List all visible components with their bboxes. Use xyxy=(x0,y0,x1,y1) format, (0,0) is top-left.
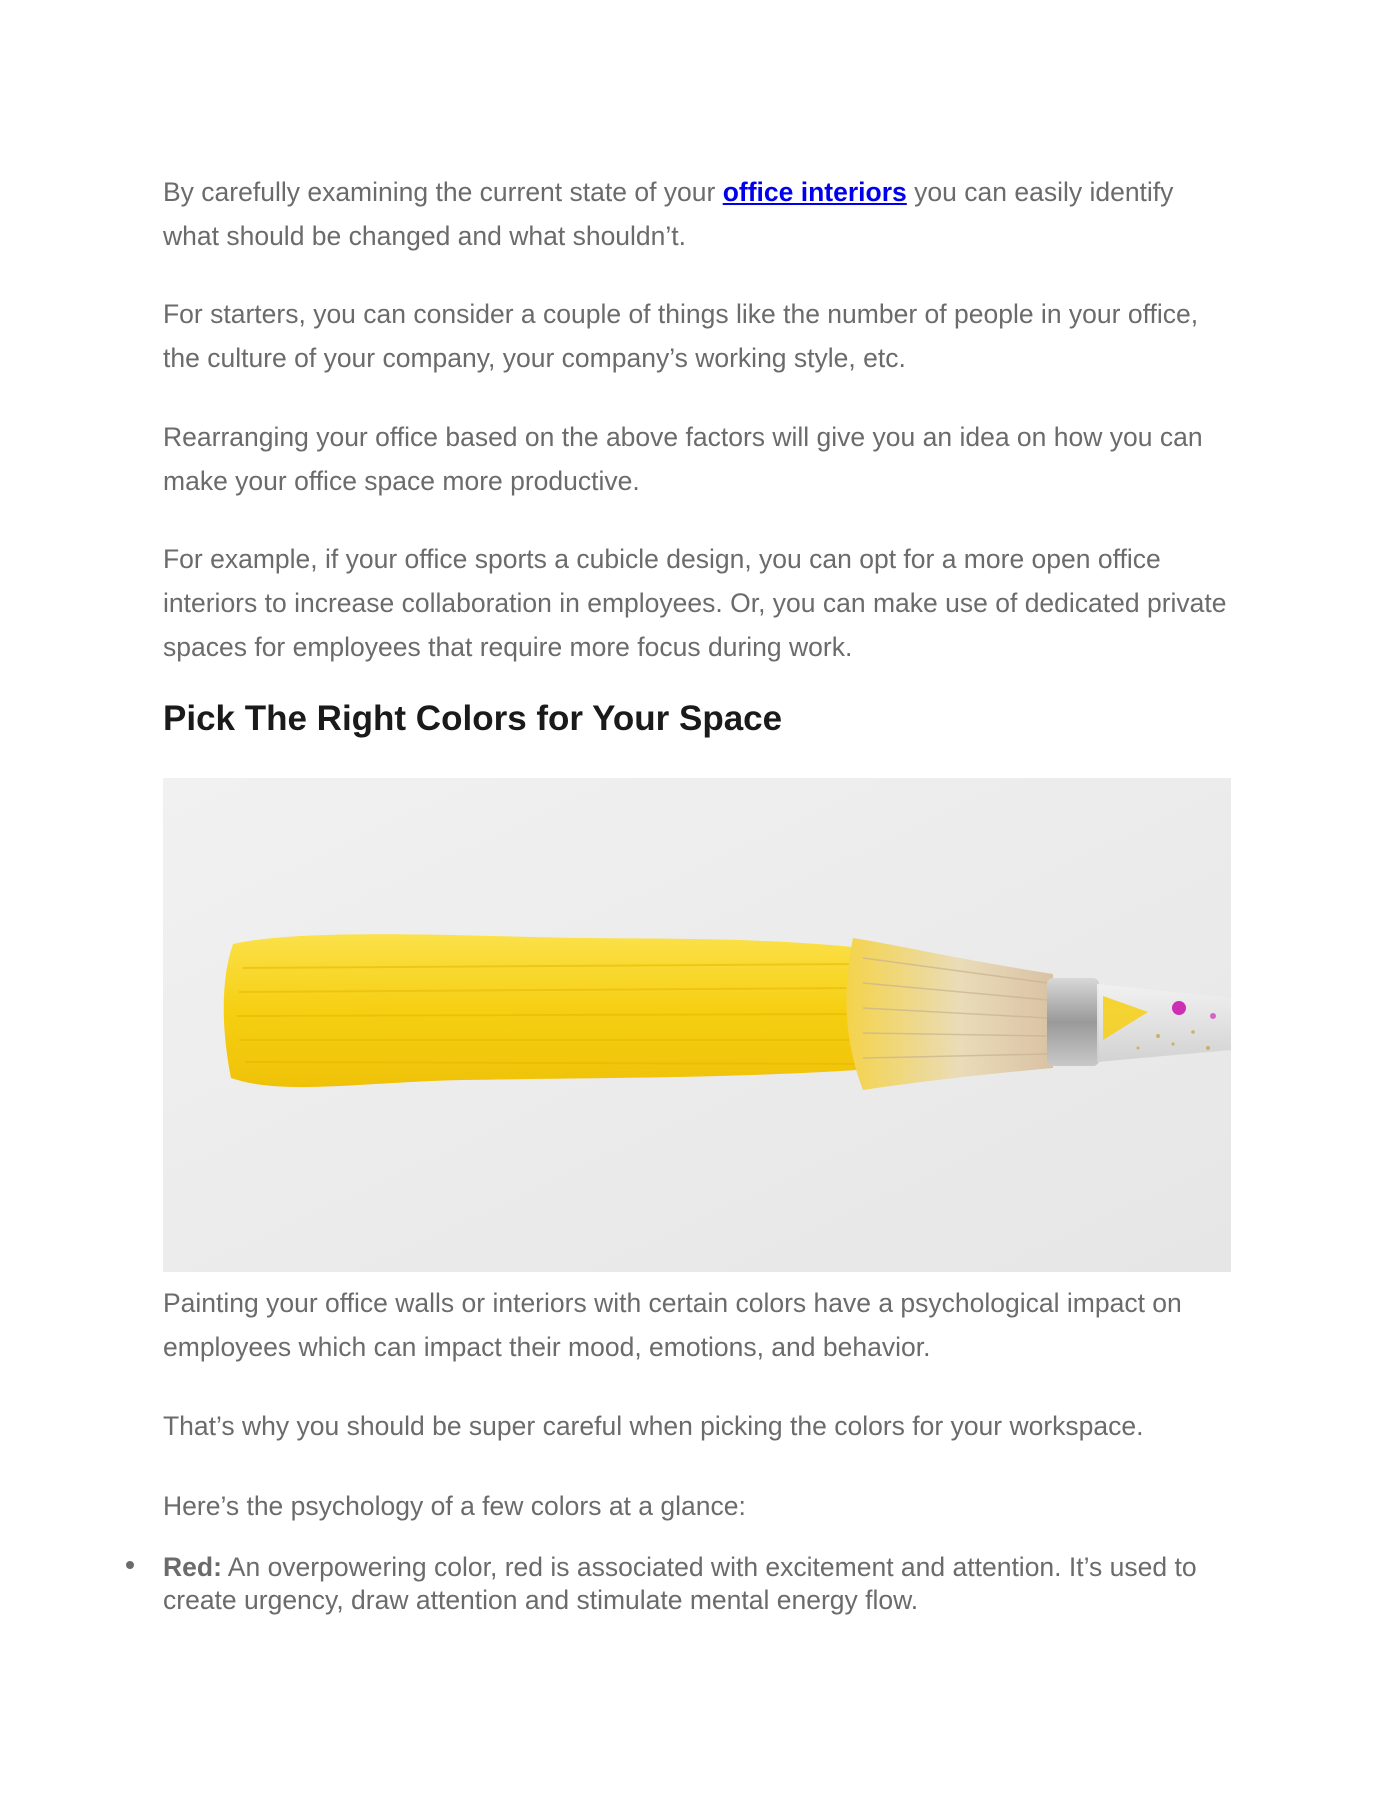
paragraph-text: you can easily identify what should be changed and what shouldn’t. xyxy=(163,177,1174,251)
section-heading: Pick The Right Colors for Your Space xyxy=(163,699,783,738)
bullet-icon xyxy=(126,1561,134,1569)
paintbrush-image xyxy=(163,778,1231,1272)
paragraph-for-example: For example, if your office sports a cubicle design, you can opt for a more open office interiors to increase collaboration in employees. Or, you can make use of dedicated private spaces for employees that require more focus during work. xyxy=(163,544,1227,662)
list-item-description: An overpowering color, red is associated with excitement and attention. It’s used to create urgency, draw attention and stimulate mental energy flow. xyxy=(163,1552,1197,1615)
magenta-paint-drop xyxy=(1172,1001,1186,1015)
magenta-paint-speck xyxy=(1210,1013,1216,1019)
paragraph-careful: That’s why you should be super careful when picking the colors for your workspace. xyxy=(163,1411,1144,1441)
office-interiors-link[interactable]: office interiors xyxy=(722,177,907,207)
paragraph-painting: Painting your office walls or interiors with certain colors have a psychological impact on employees which can impact their mood, emotions, and behavior. xyxy=(163,1288,1182,1362)
paragraph-for-starters: For starters, you can consider a couple of things like the number of people in your office, the culture of your company, your company’s working style, etc. xyxy=(163,299,1199,373)
paragraph-rearranging: Rearranging your office based on the above factors will give you an idea on how you can make your office space more productive. xyxy=(163,422,1203,496)
paragraph-psychology: Here’s the psychology of a few colors at a glance: xyxy=(163,1491,746,1521)
paragraph-text: By carefully examining the current state of your xyxy=(163,177,723,207)
paintbrush-illustration xyxy=(163,778,1231,1272)
brush-ferrule xyxy=(1047,978,1099,1066)
paragraph-office-interiors xyxy=(163,170,1233,258)
list-item-text xyxy=(163,1551,1233,1617)
list-item-term: Red: xyxy=(163,1552,222,1582)
